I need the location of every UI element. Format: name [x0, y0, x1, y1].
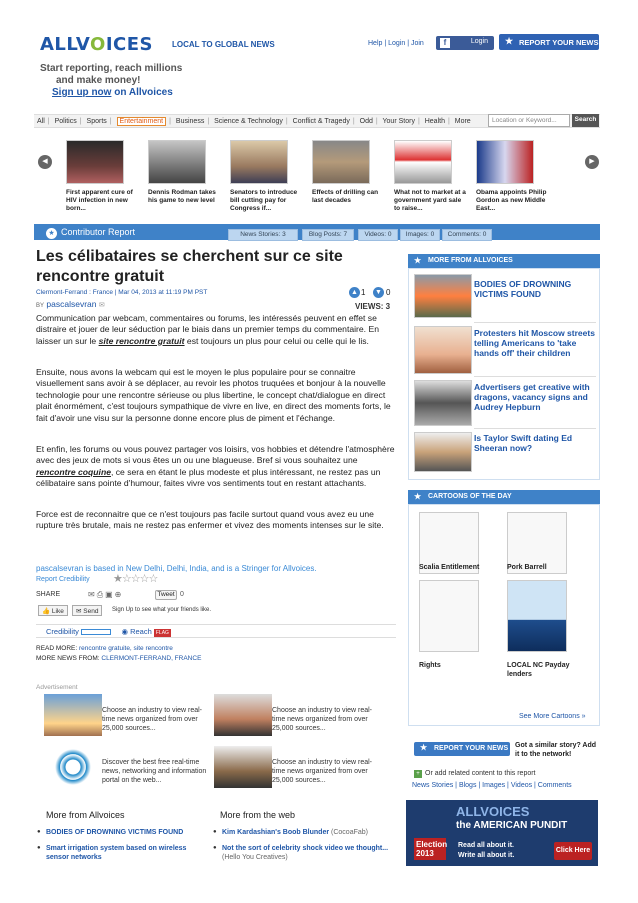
thumbs-up-icon: 👍 — [42, 608, 51, 615]
paragraph-3-text-b: , ce sera en étant le plus modeste et plus intéressant, ne restez pas un célibataire sans pointe d'humour, faites vivre vos sentiments tout en restant attachants. — [36, 466, 381, 489]
facebook-login-button[interactable] — [436, 36, 494, 50]
carousel-caption-2[interactable]: Dennis Rodman takes his game to new level — [148, 189, 216, 204]
add-related-content[interactable] — [414, 770, 536, 778]
ad-text-3[interactable]: Discover the best free real-time news, networking and information portal on the web... — [102, 759, 207, 784]
read-more-links[interactable]: rencontre gratuite, site rencontre — [78, 645, 173, 652]
facebook-login-label: Login — [470, 38, 488, 45]
send-label: Send — [83, 608, 99, 615]
more-web-item-2-text[interactable]: Not the sort of celebrity shock video we thought... — [222, 845, 389, 852]
facebook-icon: f — [440, 38, 450, 48]
reach-label: Reach — [130, 627, 152, 636]
carousel-thumb-5[interactable] — [394, 140, 452, 184]
carousel-caption-5[interactable]: What not to market at a government yard sale to raise... — [394, 189, 466, 212]
more-news-label: MORE NEWS FROM: — [36, 655, 100, 662]
promo-banner[interactable] — [40, 63, 182, 99]
nav-politics[interactable]: Politics — [54, 118, 77, 125]
banner-brand: ALLVOICES — [456, 804, 530, 819]
more-from-web-title: More from the web — [220, 810, 296, 820]
sidebar-story-image-1[interactable] — [414, 274, 472, 318]
nav-odd[interactable]: Odd — [359, 118, 373, 125]
report-credibility-label: Report Credibility — [36, 576, 90, 583]
share-icon[interactable]: ⊕ — [114, 590, 124, 599]
bookmark-icon[interactable]: ▣ — [105, 590, 115, 599]
login-link[interactable]: Login — [388, 40, 406, 47]
paragraph-1-text-a: Communication par webcam, commentaires ou forums, les intéressés peuvent en effet se distraire et jouer de leur séduction par le biais dans un premier temps du commentaire. En laisser un sur le — [36, 313, 379, 346]
add-related-label: Or add related content to this report — [425, 770, 536, 777]
reach-icon: ◉ — [121, 627, 128, 636]
similar-story-prompt: Got a similar story? Add it to the network! — [515, 742, 597, 758]
carousel-caption-3[interactable]: Senators to introduce bill cutting pay for Congress if... — [230, 189, 298, 212]
tab-news-stories[interactable]: News Stories: 3 — [228, 229, 298, 241]
vote-down-icon[interactable]: ▼ — [373, 287, 384, 298]
credibility-meter — [81, 629, 111, 635]
cartoons-header: ★ CARTOONS OF THE DAY — [408, 490, 600, 504]
paragraph-1-text-b: est toujours un plus pour celui ou celle qui le lis. — [184, 335, 369, 346]
sidebar-divider-1 — [474, 322, 596, 323]
tweet-count: 0 — [180, 591, 184, 598]
carousel-next-icon[interactable]: ▶ — [585, 155, 599, 169]
contributor-report-title: ★ Contributor Report — [46, 227, 135, 239]
tab-blog-posts[interactable]: Blog Posts: 7 — [302, 229, 354, 241]
cartoon-image-3[interactable] — [419, 580, 479, 652]
flag-icon[interactable]: FLAG — [155, 630, 169, 636]
sidebar-divider-2 — [474, 376, 596, 377]
paragraph-3 — [36, 444, 396, 490]
add-icon: + — [414, 770, 422, 778]
carousel-thumb-1[interactable] — [66, 140, 124, 184]
carousel-caption-6[interactable]: Obama appoints Philip Gordon as new Middle East... — [476, 189, 547, 212]
category-nav: All | Politics | Sports | Entertainment | Business | Science & Technology | Conflict & Tragedy | Odd | Your Story | Health | More — [34, 114, 600, 128]
join-link[interactable]: Join — [410, 40, 424, 47]
nav-conflict-tragedy[interactable]: Conflict & Tragedy — [292, 118, 350, 125]
cartoon-caption-4[interactable]: LOCAL NC Payday lenders — [507, 662, 570, 678]
promo-line-2: and make money! — [56, 75, 141, 86]
share-label: SHARE — [36, 591, 61, 598]
advertisement-label: Advertisement — [36, 684, 78, 691]
send-icon: ✉ — [76, 608, 82, 615]
banner-read: Read all about it. — [458, 842, 515, 849]
vote-up-count: 1 — [361, 288, 366, 297]
credibility-row — [36, 624, 396, 638]
sign-up-link[interactable]: Sign up now — [52, 87, 112, 98]
tweet-button[interactable]: Tweet — [155, 590, 177, 600]
more-allvoices-item-2[interactable]: ● Smart irrigation system based on wireless sensor networks — [46, 844, 196, 862]
nav-business[interactable]: Business — [175, 118, 205, 125]
tagline: LOCAL TO GLOBAL NEWS — [172, 40, 275, 49]
banner-election-year: Election 2013 — [416, 840, 448, 858]
sidebar-story-image-3[interactable] — [414, 380, 472, 426]
byline — [36, 299, 105, 309]
american-pundit-banner[interactable] — [406, 800, 598, 866]
nav-more[interactable]: More — [454, 118, 471, 125]
more-web-item-2[interactable] — [222, 844, 392, 862]
logo-text-right: ICES — [105, 34, 153, 55]
see-more-cartoons-link[interactable]: See More Cartoons » — [519, 713, 586, 720]
facebook-like-button[interactable] — [38, 605, 68, 616]
ad-image-2[interactable] — [214, 694, 272, 736]
sidebar-story-1[interactable]: BODIES OF DROWNING VICTIMS FOUND — [474, 279, 572, 299]
facebook-signup-text[interactable]: Sign Up to see what your friends like. — [112, 607, 212, 613]
cartoon-caption-3[interactable]: Rights — [419, 662, 441, 669]
content-type-links[interactable]: News Stories | Blogs | Images | Videos | Comments — [412, 782, 572, 789]
ad-text-2[interactable]: Choose an industry to view real-time news organized from over 25,000 sources... — [272, 707, 372, 732]
more-web-item-1[interactable] — [222, 828, 392, 837]
tab-images[interactable]: Images: 0 — [400, 229, 440, 241]
more-allvoices-item-1[interactable]: ● BODIES OF DROWNING VICTIMS FOUND — [46, 828, 196, 837]
author-info[interactable]: pascalsevran is based in New Delhi, Delhi, India, and is a Stringer for Allvoices. — [36, 564, 317, 573]
paragraph-2: Ensuite, nous avons la webcam qui est le moyen le plus populaire pour se connaitre visuellement sans avoir à se déplacer, au revoir les photos truquées et bonjour à la nouvelle technologie pour une rencontre sérieuse ou plus libertine, le concept chat/dialogue en direct plait énormément, c'est toujours sympathique de vivre en live, en direct des moments forts, le fait d'avoir une visu sur la personne donne encore plus de piment et l'échange. — [36, 367, 391, 423]
more-from-allvoices-header: ★ MORE FROM ALLVOICES — [408, 254, 600, 268]
link-site-rencontre-gratuit[interactable]: site rencontre gratuit — [98, 335, 185, 346]
carousel-caption-1[interactable]: First apparent cure of HIV infection in new born... — [66, 189, 133, 212]
logo-text-left: ALLV — [40, 34, 91, 55]
carousel-thumb-6[interactable] — [476, 140, 534, 184]
more-from-allvoices-title: More from Allvoices — [46, 810, 125, 820]
carousel-thumb-3[interactable] — [230, 140, 288, 184]
mail-icon[interactable]: ✉ — [98, 302, 105, 309]
sidebar-report-news-button[interactable]: ★ REPORT YOUR NEWS — [414, 742, 510, 756]
tab-comments[interactable]: Comments: 0 — [442, 229, 492, 241]
author-link[interactable]: pascalsevran — [46, 299, 97, 309]
email-icon[interactable]: ✉ — [88, 590, 97, 599]
nav-sports[interactable]: Sports — [86, 118, 107, 125]
vote-up-icon[interactable]: ▲ — [349, 287, 360, 298]
logo-text-mid: O — [90, 34, 106, 55]
carousel-caption-4[interactable]: Effects of drilling can last decades — [312, 189, 379, 204]
by-label: BY — [36, 303, 45, 309]
help-link[interactable]: Help — [368, 40, 383, 47]
more-web-item-1-text[interactable]: Kim Kardashian's Boob Blunder — [222, 829, 330, 836]
promo-on-text: on Allvoices — [114, 87, 173, 98]
sidebar-story-image-2[interactable] — [414, 326, 472, 374]
share-icons[interactable] — [88, 590, 123, 600]
vote-down-count: 0 — [386, 288, 391, 297]
credibility-label: Credibility — [46, 627, 79, 636]
search-input[interactable]: Location or Keyword... — [488, 114, 570, 127]
ad-image-1[interactable] — [44, 694, 102, 736]
facebook-send-button[interactable] — [72, 605, 102, 616]
nav-health[interactable]: Health — [424, 118, 445, 125]
print-icon[interactable]: ⎙ — [96, 590, 106, 599]
nav-all[interactable]: All — [37, 118, 45, 125]
paragraph-4: Force est de reconnaitre que ce n'est toujours pas facile surtout quand vous avez eu une rupture très brutale, mais ne restez pas enfermer et vivez des moments intenses sur le site. — [36, 509, 384, 531]
read-more — [36, 644, 201, 664]
more-web-item-1-source: (CocoaFab) — [329, 829, 368, 836]
views-count: VIEWS: 3 — [355, 302, 391, 311]
nav-science-technology[interactable]: Science & Technology — [214, 118, 283, 125]
allvoices-logo[interactable] — [40, 34, 153, 55]
sidebar-story-2[interactable]: Protesters hit Moscow streets telling Americans to 'take hands off' their children — [474, 328, 595, 358]
promo-line-1: Start reporting, reach millions — [40, 63, 183, 74]
banner-subtitle: the AMERICAN PUNDIT — [456, 820, 568, 831]
paragraph-1 — [36, 313, 396, 347]
link-rencontre-coquine[interactable]: rencontre coquine — [36, 466, 111, 477]
more-web-item-2-source: (Hello You Creatives) — [222, 854, 288, 861]
report-your-news-button[interactable]: ★ REPORT YOUR NEWS — [499, 34, 599, 50]
sidebar-story-3[interactable]: Advertisers get creative with dragons, vacancy signs and Audrey Hepburn — [474, 382, 590, 412]
banner-click-here-button[interactable]: Click Here — [554, 842, 592, 860]
tab-videos[interactable]: Videos: 0 — [358, 229, 398, 241]
ad-text-1[interactable]: Choose an industry to view real-time news organized from over 25,000 sources... — [102, 707, 202, 732]
carousel-thumb-4[interactable] — [312, 140, 370, 184]
nav-your-story[interactable]: Your Story — [382, 118, 415, 125]
paragraph-3-text-a: Et enfin, les forums ou vous pouvez partager vos loisirs, vos hobbies et détendre l'atmosphère avec des jeux de mots si vous êtes un ou une blagueuse. Bref si vous souhaitez une — [36, 444, 395, 466]
sidebar-story-4[interactable]: Is Taylor Swift dating Ed Sheeran now? — [474, 433, 573, 453]
carousel-prev-icon[interactable]: ◀ — [38, 155, 52, 169]
article-meta: Clermont-Ferrand : France | Mar 04, 2013 at 11:19 PM PST — [36, 289, 208, 296]
top-links: Help | Login | Join — [368, 40, 424, 47]
more-news-link[interactable]: CLERMONT-FERRAND, FRANCE — [101, 655, 202, 662]
like-label: Like — [51, 608, 64, 615]
ad-image-3[interactable] — [44, 746, 102, 788]
cartoon-caption-2[interactable]: Pork Barrell — [507, 564, 547, 571]
read-more-label: READ MORE: — [36, 645, 78, 652]
search-button[interactable]: Search — [572, 114, 599, 127]
article-title: Les célibataires se cherchent sur ce site rencontre gratuit — [36, 248, 343, 285]
nav-entertainment[interactable]: Entertainment — [117, 117, 167, 126]
sidebar-divider-3 — [474, 428, 596, 429]
carousel-thumb-2[interactable] — [148, 140, 206, 184]
credibility-stars[interactable]: ★☆☆☆☆ — [113, 573, 158, 585]
ad-text-4[interactable]: Choose an industry to view real-time news organized from over 25,000 sources... — [272, 759, 372, 784]
cartoon-caption-1[interactable]: Scalia Entitlement — [419, 564, 480, 571]
sidebar-story-image-4[interactable] — [414, 432, 472, 472]
cartoon-image-4[interactable] — [507, 580, 567, 652]
banner-write: Write all about it. — [458, 852, 515, 859]
ad-image-4[interactable] — [214, 746, 272, 788]
